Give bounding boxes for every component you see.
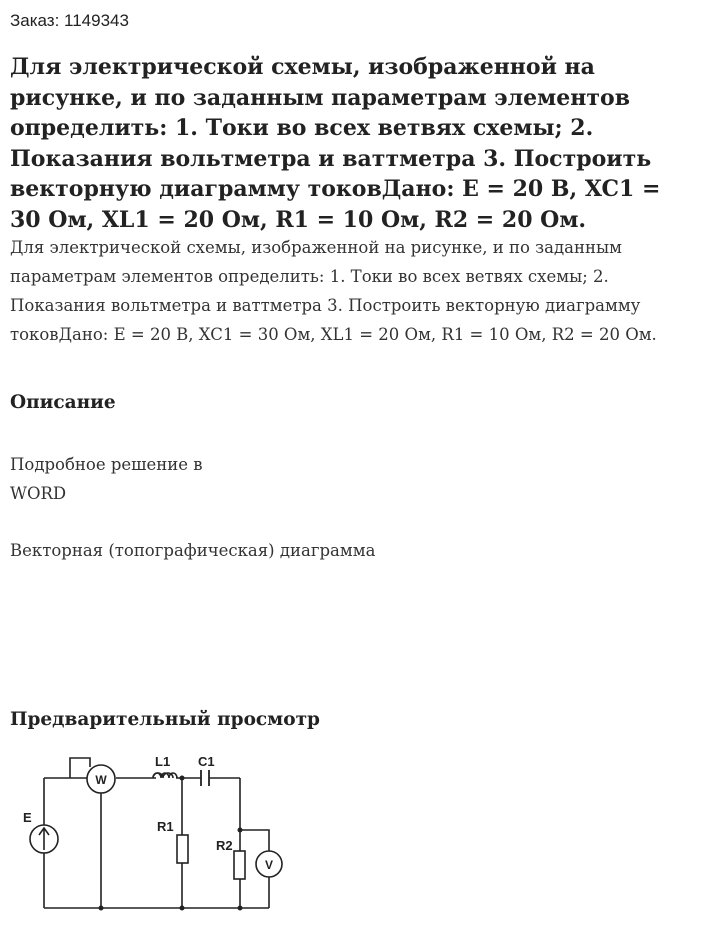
- voltage-source-icon: [30, 825, 58, 853]
- description-heading: Описание: [10, 392, 116, 413]
- resistor-icon: [177, 835, 188, 863]
- inductor-label: L1: [155, 754, 171, 769]
- description-line: WORD: [10, 484, 67, 503]
- capacitor-icon: [201, 770, 209, 786]
- wattmeter-label: W: [95, 773, 107, 787]
- task-title: Для электрической схемы, изображенной на рисунке, и по заданным параметрам элементов определить: 1. Токи во всех ветвях схемы; 2. Показания вольтметра и ваттметра 3. Построить векторную диаграмму токовДано: E = 20 B, XC1 = 30 Ом, XL1 = 20 Ом, R1 = 10 Ом, R2 = 20 Ом.: [10, 54, 661, 233]
- task-text: Для электрической схемы, изображенной на рисунке, и по заданным параметрам элементов определить: 1. Токи во всех ветвях схемы; 2. Показания вольтметра и ваттметра 3. Построить векторную диаграмму токовДано: E = 20 B, XC1 = 30 Ом, XL1 = 20 Ом, R1 = 10 Ом, R2 = 20 Ом.: [10, 238, 657, 344]
- circuit-diagram: [18, 745, 298, 917]
- voltmeter-label: V: [264, 858, 274, 872]
- description-line: Векторная (топографическая) диаграмма: [10, 541, 376, 560]
- resistor2-label: R2: [216, 838, 233, 853]
- description-line: Подробное решение в: [10, 455, 203, 474]
- resistor1-label: R1: [157, 819, 174, 834]
- preview-heading: Предварительный просмотр: [10, 709, 320, 730]
- order-number: Заказ: 1149343: [10, 11, 129, 30]
- wire: [240, 830, 269, 851]
- resistor-icon: [234, 851, 245, 879]
- capacitor-label: C1: [198, 754, 215, 769]
- source-label: E: [23, 810, 32, 825]
